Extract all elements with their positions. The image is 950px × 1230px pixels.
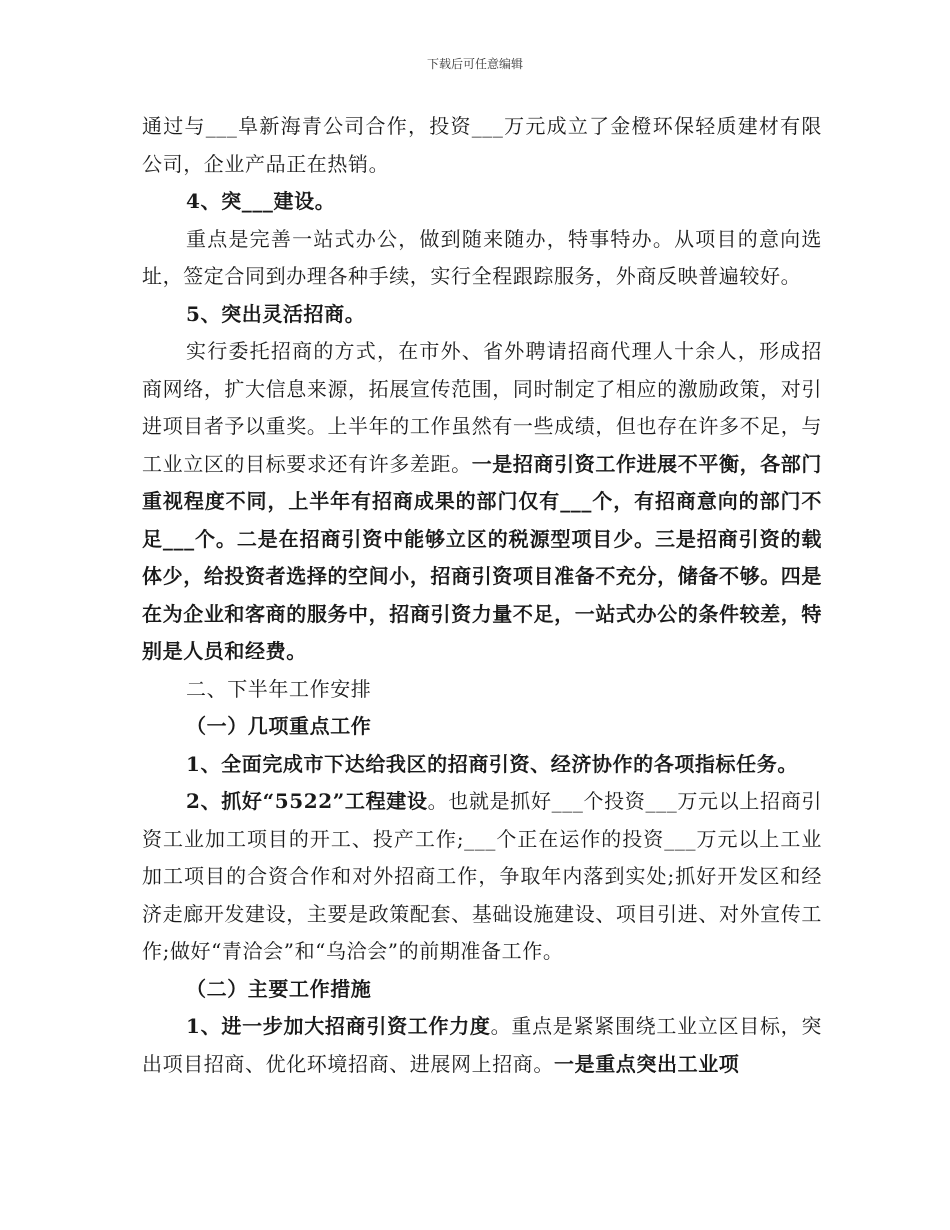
- paragraph-entrusted-investment: [142, 333, 822, 671]
- paragraph-normal-text: 实行委托招商的方式，在市外、省外聘请招商代理人十余人，形成招商网络，扩大信息来源，拓展宣传范围，同时制定了相应的激励政策，对引进项目者予以重奖。上半年的工作虽然有一些成绩，但也存在许多不足，与工业立区的目标要求还有许多差距。: [142, 339, 822, 476]
- section-heading-2: 二、下半年工作安排: [186, 676, 372, 701]
- subsection-key-work: （一）几项重点工作: [186, 714, 372, 738]
- subsection-measures: （二）主要工作措施: [186, 976, 372, 1001]
- document-body: [142, 108, 822, 1083]
- list-item-3-title: 1、进一步加大招商引资工作力度: [186, 1014, 491, 1038]
- paragraph-continuation: 通过与___阜新海青公司合作，投资___万元成立了金橙环保轻质建材有限公司，企业产品正在热销。: [142, 114, 822, 176]
- heading-item-4: 4、突___建设。: [186, 189, 336, 213]
- list-item-3: [142, 1008, 822, 1083]
- heading-item-5: 5、突出灵活招商。: [186, 301, 366, 326]
- list-item-3-bold-tail: 一是重点突出工业项: [554, 1051, 740, 1076]
- list-item-2-title: 2、抓好“5522”工程建设: [186, 789, 428, 813]
- page-header: 下载后可任意编辑: [426, 57, 523, 71]
- paragraph-shortcomings: 一是招商引资工作进展不平衡，各部门重视程度不同，上半年有招商成果的部门仅有___个，有招商意向的部门不足___个。二是在招商引资中能够立区的税源型项目少。三是招商引资的载体少，给投资者选择的空间小，招商引资项目准备不充分，储备不够。四是在为企业和客商的服务中，招商引资力量不足，一站式办公的条件较差，特别是人员和经费。: [142, 451, 822, 663]
- list-item-2: [142, 783, 822, 971]
- paragraph-one-stop-office: 重点是完善一站式办公，做到随来随办，特事特办。从项目的意向选址，签定合同到办理各种手续，实行全程跟踪服务，外商反映普遍较好。: [142, 226, 822, 288]
- list-item-2-body: 。也就是抓好___个投资___万元以上招商引资工业加工项目的开工、投产工作;___个正在运作的投资___万元以上工业加工项目的合资合作和对外招商工作，争取年内落到实处;抓好开发区和经济走廊开发建设，主要是政策配套、基础设施建设、项目引进、对外宣传工作;做好“青洽会”和“乌洽会”的前期准备工作。: [142, 789, 822, 963]
- list-item-1: 1、全面完成市下达给我区的招商引资、经济协作的各项指标任务。: [186, 751, 798, 776]
- list-item-3-body: 。重点是紧紧围绕工业立区目标，突出项目招商、优化环境招商、进展网上招商。: [142, 1014, 822, 1076]
